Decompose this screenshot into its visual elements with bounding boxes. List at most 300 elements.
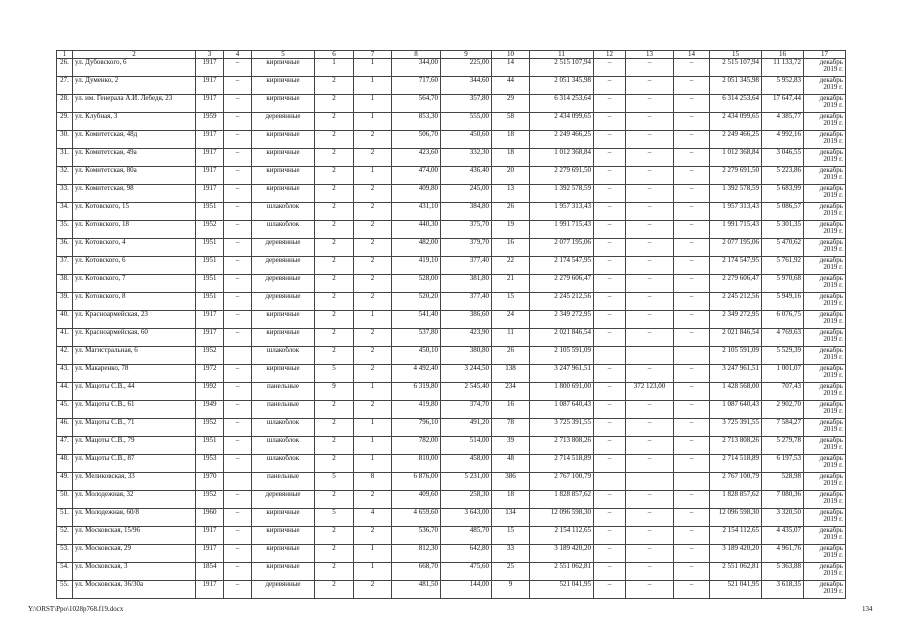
table-cell: ул. Дубовского, 6: [73, 59, 196, 77]
table-cell: шлакоблок: [252, 455, 315, 473]
table-cell: 384,80: [441, 203, 492, 221]
table-cell: –: [626, 149, 674, 167]
table-cell: [224, 473, 252, 491]
table-cell: 134: [492, 509, 530, 527]
table-cell: 2: [354, 149, 392, 167]
table-cell: 2 515 107,94: [530, 59, 594, 77]
table-cell: 2 767 100,79: [530, 473, 594, 491]
table-row: [57, 563, 846, 581]
table-cell: –: [674, 257, 710, 275]
table-cell: –: [224, 221, 252, 239]
table-cell: –: [224, 455, 252, 473]
table-cell: 1: [354, 311, 392, 329]
table-cell: –: [224, 437, 252, 455]
table-row: [57, 365, 846, 383]
table-cell: 15: [492, 527, 530, 545]
table-cell: декабрь 2019 г.: [804, 239, 846, 257]
table-cell: –: [626, 77, 674, 95]
table-cell: 2: [315, 545, 354, 563]
table-cell: –: [674, 203, 710, 221]
table-cell: 30.: [57, 131, 73, 149]
table-cell: ул. Котовского, 7: [73, 275, 196, 293]
table-cell: 2: [354, 401, 392, 419]
table-cell: –: [594, 149, 626, 167]
table-cell: 1 828 857,62: [710, 491, 762, 509]
column-number-header: 14: [674, 51, 710, 59]
table-cell: –: [626, 167, 674, 185]
table-cell: деревянные: [252, 581, 315, 599]
table-cell: кирпичные: [252, 149, 315, 167]
table-cell: –: [224, 257, 252, 275]
table-cell: –: [594, 401, 626, 419]
table-cell: 1 428 568,00: [710, 383, 762, 401]
table-cell: декабрь 2019 г.: [804, 149, 846, 167]
table-cell: 1972: [196, 365, 224, 383]
table-cell: 475,60: [441, 563, 492, 581]
table-cell: 528,98: [762, 473, 804, 491]
table-cell: –: [626, 401, 674, 419]
table-cell: 3 643,00: [441, 509, 492, 527]
table-cell: 2: [315, 77, 354, 95]
table-row: [57, 113, 846, 131]
table-cell: 2 902,70: [762, 401, 804, 419]
table-cell: 35.: [57, 221, 73, 239]
table-cell: –: [674, 311, 710, 329]
table-cell: –: [674, 293, 710, 311]
table-cell: 1917: [196, 329, 224, 347]
table-row: [57, 401, 846, 419]
table-cell: –: [674, 221, 710, 239]
table-cell: 43.: [57, 365, 73, 383]
table-cell: 2: [315, 563, 354, 581]
table-cell: ул. Мацоты С.В., 87: [73, 455, 196, 473]
table-cell: 4 385,77: [762, 113, 804, 131]
table-cell: 44.: [57, 383, 73, 401]
table-cell: 3 725 391,55: [530, 419, 594, 437]
table-cell: 4 492,40: [392, 365, 441, 383]
table-cell: –: [626, 275, 674, 293]
column-number-header: 2: [73, 51, 196, 59]
table-cell: 1 012 368,84: [530, 149, 594, 167]
table-cell: 6 319,80: [392, 383, 441, 401]
table-row: [57, 167, 846, 185]
table-cell: 5 761,92: [762, 257, 804, 275]
column-number-header: 4: [224, 51, 252, 59]
table-row: [57, 383, 846, 401]
table-cell: 423,90: [441, 329, 492, 347]
table-cell: 40.: [57, 311, 73, 329]
table-cell: –: [674, 581, 710, 599]
table-cell: 537,80: [392, 329, 441, 347]
table-cell: 2: [354, 347, 392, 365]
table-cell: –: [224, 419, 252, 437]
table-cell: 2: [354, 365, 392, 383]
table-cell: 27.: [57, 77, 73, 95]
table-cell: –: [626, 329, 674, 347]
table-cell: 1917: [196, 131, 224, 149]
table-cell: ул. Меликовская, 33: [73, 473, 196, 491]
table-cell: 3 189 420,20: [710, 545, 762, 563]
table-cell: ул. Комитетская, 49а: [73, 149, 196, 167]
table-cell: 440,30: [392, 221, 441, 239]
table-cell: 2: [315, 491, 354, 509]
table-cell: –: [594, 95, 626, 113]
table-cell: 423,60: [392, 149, 441, 167]
table-cell: 521 041,95: [710, 581, 762, 599]
table-cell: 1: [354, 59, 392, 77]
table-cell: 48: [492, 455, 530, 473]
table-cell: 386,60: [441, 311, 492, 329]
table-cell: 2: [315, 347, 354, 365]
table-cell: 5 301,35: [762, 221, 804, 239]
table-cell: 16: [492, 401, 530, 419]
table-row: [57, 581, 846, 599]
table-cell: 1: [315, 59, 354, 77]
table-cell: деревянные: [252, 257, 315, 275]
table-cell: декабрь 2019 г.: [804, 77, 846, 95]
column-number-header: 12: [594, 51, 626, 59]
table-cell: –: [224, 203, 252, 221]
table-cell: 2 714 518,89: [710, 455, 762, 473]
table-cell: 1917: [196, 95, 224, 113]
table-cell: 2: [315, 185, 354, 203]
table-cell: 1917: [196, 545, 224, 563]
table-cell: ул. Мацоты С.В., 71: [73, 419, 196, 437]
table-cell: 1917: [196, 167, 224, 185]
table-cell: –: [626, 131, 674, 149]
table-cell: 20: [492, 167, 530, 185]
table-cell: –: [594, 221, 626, 239]
table-cell: –: [224, 131, 252, 149]
table-cell: 1: [354, 77, 392, 95]
table-cell: 2 434 099,65: [710, 113, 762, 131]
table-cell: 2: [354, 491, 392, 509]
table-cell: [674, 347, 710, 365]
table-cell: 2 245 212,56: [530, 293, 594, 311]
table-cell: 2 105 591,09: [710, 347, 762, 365]
table-cell: 379,70: [441, 239, 492, 257]
table-cell: –: [626, 311, 674, 329]
table-cell: –: [626, 545, 674, 563]
table-cell: панельные: [252, 383, 315, 401]
table-cell: кирпичные: [252, 59, 315, 77]
table-cell: 2 154 112,65: [710, 527, 762, 545]
table-row: [57, 347, 846, 365]
table-cell: 17 647,44: [762, 95, 804, 113]
table-cell: –: [674, 185, 710, 203]
table-cell: –: [674, 131, 710, 149]
table-cell: 1917: [196, 527, 224, 545]
table-row: [57, 149, 846, 167]
table-cell: 4 769,63: [762, 329, 804, 347]
table-row: [57, 59, 846, 77]
table-cell: 2 174 547,95: [710, 257, 762, 275]
table-cell: 1: [354, 419, 392, 437]
table-cell: 6 197,53: [762, 455, 804, 473]
table-cell: декабрь 2019 г.: [804, 419, 846, 437]
table-cell: 386: [492, 473, 530, 491]
table-cell: –: [224, 527, 252, 545]
column-number-header: 7: [354, 51, 392, 59]
table-cell: 2: [315, 527, 354, 545]
table-cell: 5 086,57: [762, 203, 804, 221]
table-cell: декабрь 2019 г.: [804, 257, 846, 275]
table-cell: 541,40: [392, 311, 441, 329]
table-cell: 2 551 062,81: [530, 563, 594, 581]
table-cell: 12 096 598,30: [710, 509, 762, 527]
table-cell: ул. Комитетская, 98: [73, 185, 196, 203]
table-cell: 19: [492, 221, 530, 239]
table-cell: 474,00: [392, 167, 441, 185]
table-cell: –: [626, 59, 674, 77]
table-cell: 1: [354, 437, 392, 455]
table-row: [57, 131, 846, 149]
table-cell: 482,00: [392, 239, 441, 257]
table-cell: 1952: [196, 221, 224, 239]
table-cell: 1 957 313,43: [530, 203, 594, 221]
table-cell: кирпичные: [252, 95, 315, 113]
table-cell: 1952: [196, 419, 224, 437]
table-cell: –: [674, 59, 710, 77]
table-cell: 26.: [57, 59, 73, 77]
table-cell: деревянные: [252, 113, 315, 131]
table-cell: 1917: [196, 581, 224, 599]
table-cell: 409,60: [392, 491, 441, 509]
table-cell: 2 245 212,56: [710, 293, 762, 311]
table-row: [57, 257, 846, 275]
table-cell: –: [674, 329, 710, 347]
table-cell: 375,70: [441, 221, 492, 239]
column-number-header: 5: [252, 51, 315, 59]
table-cell: 138: [492, 365, 530, 383]
table-cell: 1 087 640,43: [530, 401, 594, 419]
table-cell: ул. Московская, 3: [73, 563, 196, 581]
table-cell: 18: [492, 131, 530, 149]
table-cell: ул. Котовского, 6: [73, 257, 196, 275]
table-cell: –: [224, 185, 252, 203]
table-cell: –: [626, 365, 674, 383]
table-cell: 2: [354, 329, 392, 347]
table-cell: 2 434 099,65: [530, 113, 594, 131]
table-cell: –: [224, 77, 252, 95]
table-cell: декабрь 2019 г.: [804, 473, 846, 491]
table-cell: декабрь 2019 г.: [804, 131, 846, 149]
table-cell: 1 012 368,84: [710, 149, 762, 167]
table-row: [57, 203, 846, 221]
table-row: [57, 221, 846, 239]
column-number-header: 15: [710, 51, 762, 59]
table-cell: 357,80: [441, 95, 492, 113]
table-cell: 796,10: [392, 419, 441, 437]
table-cell: 45.: [57, 401, 73, 419]
table-cell: –: [674, 77, 710, 95]
table-cell: 18: [492, 149, 530, 167]
table-cell: кирпичные: [252, 509, 315, 527]
table-cell: –: [626, 491, 674, 509]
table-cell: –: [626, 581, 674, 599]
table-cell: 1917: [196, 185, 224, 203]
table-cell: 450,10: [392, 347, 441, 365]
table-cell: –: [674, 167, 710, 185]
table-cell: 6 076,75: [762, 311, 804, 329]
table-cell: 380,80: [441, 347, 492, 365]
table-cell: 46.: [57, 419, 73, 437]
table-cell: 1 392 578,59: [530, 185, 594, 203]
table-cell: декабрь 2019 г.: [804, 275, 846, 293]
table-cell: 2: [354, 131, 392, 149]
table-cell: 1854: [196, 563, 224, 581]
table-cell: 4 961,76: [762, 545, 804, 563]
table-cell: 2 105 591,09: [530, 347, 594, 365]
table-row: [57, 77, 846, 95]
table-cell: –: [224, 149, 252, 167]
table-cell: 29: [492, 95, 530, 113]
table-cell: 1 087 640,43: [710, 401, 762, 419]
table-cell: –: [674, 149, 710, 167]
table-cell: 50.: [57, 491, 73, 509]
table-cell: –: [224, 581, 252, 599]
table-cell: кирпичные: [252, 329, 315, 347]
table-cell: –: [594, 311, 626, 329]
table-cell: 258,30: [441, 491, 492, 509]
table-cell: ул. им. Генерала А.И. Лебедя, 23: [73, 95, 196, 113]
table-cell: 2 249 466,25: [710, 131, 762, 149]
table-cell: 11: [492, 329, 530, 347]
table-cell: 144,00: [441, 581, 492, 599]
table-cell: 2 051 345,98: [530, 77, 594, 95]
table-cell: 2: [315, 203, 354, 221]
table-cell: 44: [492, 77, 530, 95]
table-cell: 1953: [196, 455, 224, 473]
table-cell: 1917: [196, 77, 224, 95]
table-cell: деревянные: [252, 275, 315, 293]
table-cell: панельные: [252, 401, 315, 419]
column-number-header: 8: [392, 51, 441, 59]
table-cell: 3 046,55: [762, 149, 804, 167]
table-cell: 3 244,50: [441, 365, 492, 383]
table-cell: –: [224, 491, 252, 509]
table-cell: –: [594, 365, 626, 383]
table-row: [57, 275, 846, 293]
table-cell: шлакоблок: [252, 203, 315, 221]
table-cell: –: [224, 365, 252, 383]
table-cell: 13: [492, 185, 530, 203]
table-cell: кирпичные: [252, 563, 315, 581]
table-cell: декабрь 2019 г.: [804, 491, 846, 509]
table-cell: 2: [315, 401, 354, 419]
table-cell: –: [674, 401, 710, 419]
table-cell: декабрь 2019 г.: [804, 203, 846, 221]
table-cell: ул. Котовского, 4: [73, 239, 196, 257]
column-number-header: 16: [762, 51, 804, 59]
footer-file-path: Y:\ORST\Ppo\1028p768.f19.docx: [28, 605, 124, 613]
table-cell: панельные: [252, 473, 315, 491]
table-cell: 707,43: [762, 383, 804, 401]
table-cell: 2 713 808,26: [530, 437, 594, 455]
column-number-header: 17: [804, 51, 846, 59]
table-row: [57, 329, 846, 347]
table-cell: 14: [492, 59, 530, 77]
table-cell: кирпичные: [252, 131, 315, 149]
table-cell: 32.: [57, 167, 73, 185]
table-cell: 419,80: [392, 401, 441, 419]
table-cell: –: [626, 419, 674, 437]
table-cell: 3 320,50: [762, 509, 804, 527]
table-cell: 5 279,78: [762, 437, 804, 455]
table-cell: декабрь 2019 г.: [804, 401, 846, 419]
table-cell: декабрь 2019 г.: [804, 167, 846, 185]
table-cell: –: [224, 113, 252, 131]
table-cell: декабрь 2019 г.: [804, 509, 846, 527]
table-cell: 2: [354, 581, 392, 599]
table-cell: 2: [315, 149, 354, 167]
table-cell: 1992: [196, 383, 224, 401]
table-cell: –: [594, 203, 626, 221]
table-cell: 2 545,40: [441, 383, 492, 401]
table-cell: 2 279 606,47: [710, 275, 762, 293]
table-cell: 332,30: [441, 149, 492, 167]
table-cell: 49.: [57, 473, 73, 491]
table-cell: –: [674, 509, 710, 527]
table-row: [57, 509, 846, 527]
table-row: [57, 473, 846, 491]
table-cell: шлакоблок: [252, 437, 315, 455]
table-cell: 5 683,99: [762, 185, 804, 203]
table-cell: 377,40: [441, 293, 492, 311]
table-cell: кирпичные: [252, 185, 315, 203]
table-cell: –: [674, 239, 710, 257]
table-cell: 1952: [196, 491, 224, 509]
table-cell: 9: [315, 383, 354, 401]
table-cell: 34.: [57, 203, 73, 221]
table-cell: 9: [492, 581, 530, 599]
table-cell: декабрь 2019 г.: [804, 59, 846, 77]
table-cell: 225,00: [441, 59, 492, 77]
table-cell: –: [626, 527, 674, 545]
table-cell: 2: [315, 131, 354, 149]
table-cell: 4 659,60: [392, 509, 441, 527]
table-cell: кирпичные: [252, 77, 315, 95]
table-cell: 1 392 578,59: [710, 185, 762, 203]
table-cell: 53.: [57, 545, 73, 563]
table-cell: 528,00: [392, 275, 441, 293]
table-cell: 436,40: [441, 167, 492, 185]
table-cell: 6 314 253,64: [530, 95, 594, 113]
table-cell: кирпичные: [252, 527, 315, 545]
table-cell: 2 279 691,50: [530, 167, 594, 185]
table-cell: ул. Красноармейская, 23: [73, 311, 196, 329]
table-cell: 2 021 846,54: [530, 329, 594, 347]
table-cell: 853,30: [392, 113, 441, 131]
table-cell: –: [626, 113, 674, 131]
table-cell: 2 279 691,50: [710, 167, 762, 185]
table-row: [57, 185, 846, 203]
table-cell: –: [626, 239, 674, 257]
table-cell: кирпичные: [252, 365, 315, 383]
table-cell: 1: [354, 95, 392, 113]
table-cell: 2 349 272,95: [530, 311, 594, 329]
table-cell: –: [626, 95, 674, 113]
table-cell: 812,30: [392, 545, 441, 563]
table-cell: [674, 473, 710, 491]
table-cell: ул. Молодежная, 32: [73, 491, 196, 509]
table-cell: 1951: [196, 275, 224, 293]
table-cell: 514,00: [441, 437, 492, 455]
table-cell: 1917: [196, 149, 224, 167]
table-cell: 18: [492, 491, 530, 509]
table-cell: 78: [492, 419, 530, 437]
table-cell: –: [224, 167, 252, 185]
